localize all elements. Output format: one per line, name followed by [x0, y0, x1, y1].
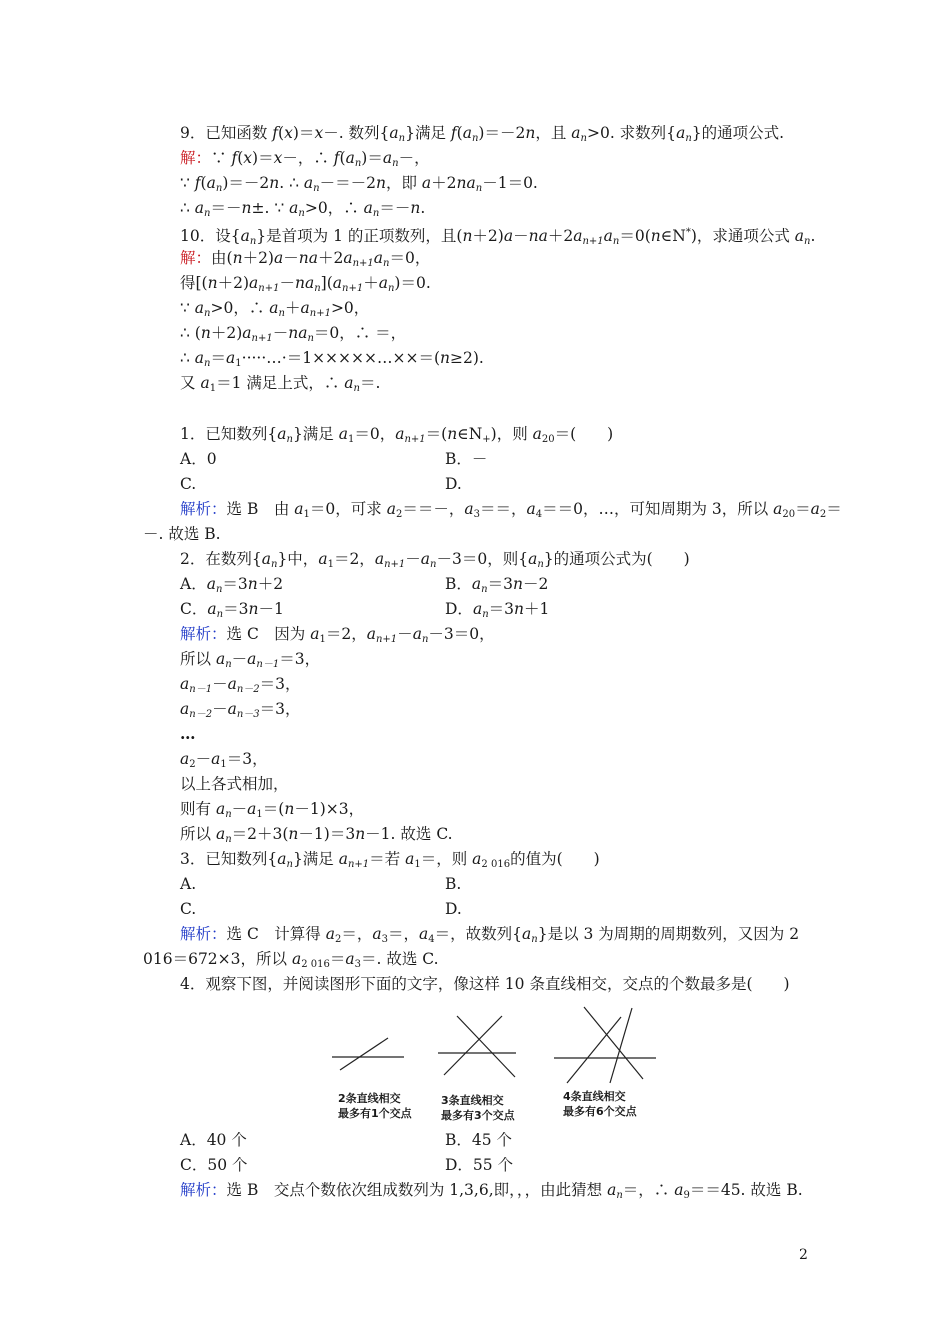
q1-analysis-line-2: －. 故选 B. [143, 525, 221, 543]
q4-analysis-line-1: 解析：选 B 交点个数依次组成数列为 1,3,6,即，，，由此猜想 $a_n=$，∴ $a_9==45$. 故选 B. [180, 1181, 803, 1201]
q3-analysis-line-1: 解析：选 C 计算得 $a_2=$，$a_3=$，$a_4=$，故数列$\{a_n\}$是以 3 为周期的周期数列，又因为 2 [180, 925, 800, 945]
q3-option-a: A. [180, 875, 197, 893]
q1-analysis-line-1: 解析：选 B 由 $a_1=0$，可求 $a_2==-$，$a_3==$，$a_4==0$，…，可知周期为 3，所以 $a_{20}=a_2=$ [180, 500, 842, 520]
q2-analysis-line-2: 所以 $a_n-a_{n-1}=3$， [180, 650, 321, 670]
q1-stem: 1．已知数列$\{a_n\}$满足 $a_1=0$，$a_{n+1}=(n\in N_+)$，则 $a_{20}=$( ) [180, 425, 614, 445]
p10-solution-line-4: ∴ $(n+2)a_{n+1}-na_n=0$，∴ ＝， [180, 324, 407, 344]
fig2-line-2 [457, 1016, 515, 1077]
p9-stem: 9．已知函数 f(x)＝x－. 数列$\{a_n\}$满足 $f(a_n)=-2n$，且 $a_n>0$. 求数列$\{a_n\}$的通项公式. [180, 124, 785, 144]
q2-analysis-line-1: 解析：选 C 因为 $a_1=2$，$a_{n+1}-a_n-3=0$， [180, 625, 495, 645]
solution-label: 解： [180, 149, 212, 167]
q2-analysis-ellipsis: … [180, 724, 196, 743]
fig2-line-3 [444, 1016, 502, 1075]
q2-analysis-line-3: $a_{n-1}-a_{n-2}=3$， [180, 675, 301, 695]
q4-stem: 4．观察下图，并阅读图形下面的文字，像这样 10 条直线相交，交点的个数最多是( ) [180, 975, 790, 993]
solution-label: 解： [180, 249, 212, 267]
p10-stem: 10．设$\{a_n\}$是首项为 1 的正项数列，且$(n+2)a-na+2a_{n+1}a_n=0(n\in N^*)$，求通项公式 $a_n$. [180, 227, 816, 247]
q2-analysis-line-9: 所以 $a_n=2+3(n-1)=3n-1$. 故选 C. [180, 825, 453, 845]
caption-2-lines: 2条直线相交 最多有1个交点 [338, 1092, 412, 1120]
q2-analysis-line-6: $a_2-a_1=3$， [180, 750, 268, 770]
page-number: 2 [799, 1247, 808, 1263]
q4-option-d: D．55 个 [445, 1156, 514, 1174]
q1-option-c: C. [180, 475, 197, 493]
analysis-label: 解析： [180, 1181, 227, 1199]
q2-analysis-line-4: $a_{n-2}-a_{n-3}=3$， [180, 700, 301, 720]
p9-solution-line-1: 解：∵ f(x)＝x－，∴ $f(a_n)=a_n-$， [180, 149, 430, 169]
p10-solution-line-5: ∴ $a_n=a_1\cdot\cdot\cdot\cdot\cdot\dots\cdot=1\times\times\times\times\times\dots\times\times=(n\ge 2)$. [180, 349, 484, 369]
analysis-label: 解析： [180, 625, 227, 643]
p9-solution-line-3: ∴ $a_n=-n\pm$. ∵ $a_n>0$，∴ $a_n=-n$. [180, 199, 426, 219]
p10-solution-line-1: 解：由$(n+2)a-na+2a_{n+1}a_n=0$， [180, 249, 431, 269]
q4-option-a: A．40 个 [180, 1131, 247, 1149]
p10-solution-line-3: ∵ $a_n>0$，∴ $a_n+a_{n+1}>0$， [180, 299, 370, 319]
p10-solution-line-2: 得$[(n+2)a_{n+1}-na_n](a_{n+1}+a_n)=0$. [180, 274, 431, 294]
q3-option-d: D. [445, 900, 462, 918]
fig3-line-2 [584, 1007, 643, 1079]
analysis-label: 解析： [180, 500, 227, 518]
caption-3-lines: 3条直线相交 最多有3个交点 [441, 1094, 515, 1122]
q3-stem: 3．已知数列$\{a_n\}$满足 $a_{n+1}=$若 $a_1=$，则 $a_{2 016}$的值为( ) [180, 850, 600, 870]
q3-analysis-line-2: 016＝672×3，所以 $a_{2 016}=a_3=$. 故选 C. [143, 950, 439, 970]
q4-option-b: B．45 个 [445, 1131, 513, 1149]
fig1-line-2 [340, 1038, 388, 1070]
fig3-line-4 [610, 1008, 632, 1083]
q2-analysis-line-7: 以上各式相加， [180, 775, 289, 793]
q3-option-b: B. [445, 875, 462, 893]
q2-stem: 2．在数列$\{a_n\}$中，$a_1=2$，$a_{n+1}-a_n-3=0$，则$\{a_n\}$的通项公式为( ) [180, 550, 690, 570]
q2-option-d: D．$a_n=3n+1$ [445, 600, 550, 620]
q2-option-b: B．$a_n=3n-2$ [445, 575, 549, 595]
q1-option-b: B．－ [445, 450, 488, 468]
caption-4-lines: 4条直线相交 最多有6个交点 [563, 1090, 637, 1118]
q2-option-c: C．$a_n=3n-1$ [180, 600, 284, 620]
q1-option-d: D. [445, 475, 462, 493]
q1-option-a: A．0 [180, 450, 217, 468]
analysis-label: 解析： [180, 925, 227, 943]
p9-solution-line-2: ∵ $f(a_n)=-2n$. ∴ $a_n-=-2n$，即 $a+2na_n-1=0$. [180, 174, 538, 194]
q3-option-c: C. [180, 900, 197, 918]
intersecting-lines-figure [320, 1003, 665, 1125]
q4-option-c: C．50 个 [180, 1156, 248, 1174]
p10-solution-line-6: 又 $a_1=1$ 满足上式，∴ $a_n=$. [180, 374, 381, 394]
q2-analysis-line-8: 则有 $a_n-a_1=(n-1)\times 3$， [180, 800, 365, 820]
q2-option-a: A．$a_n=3n+2$ [180, 575, 284, 595]
